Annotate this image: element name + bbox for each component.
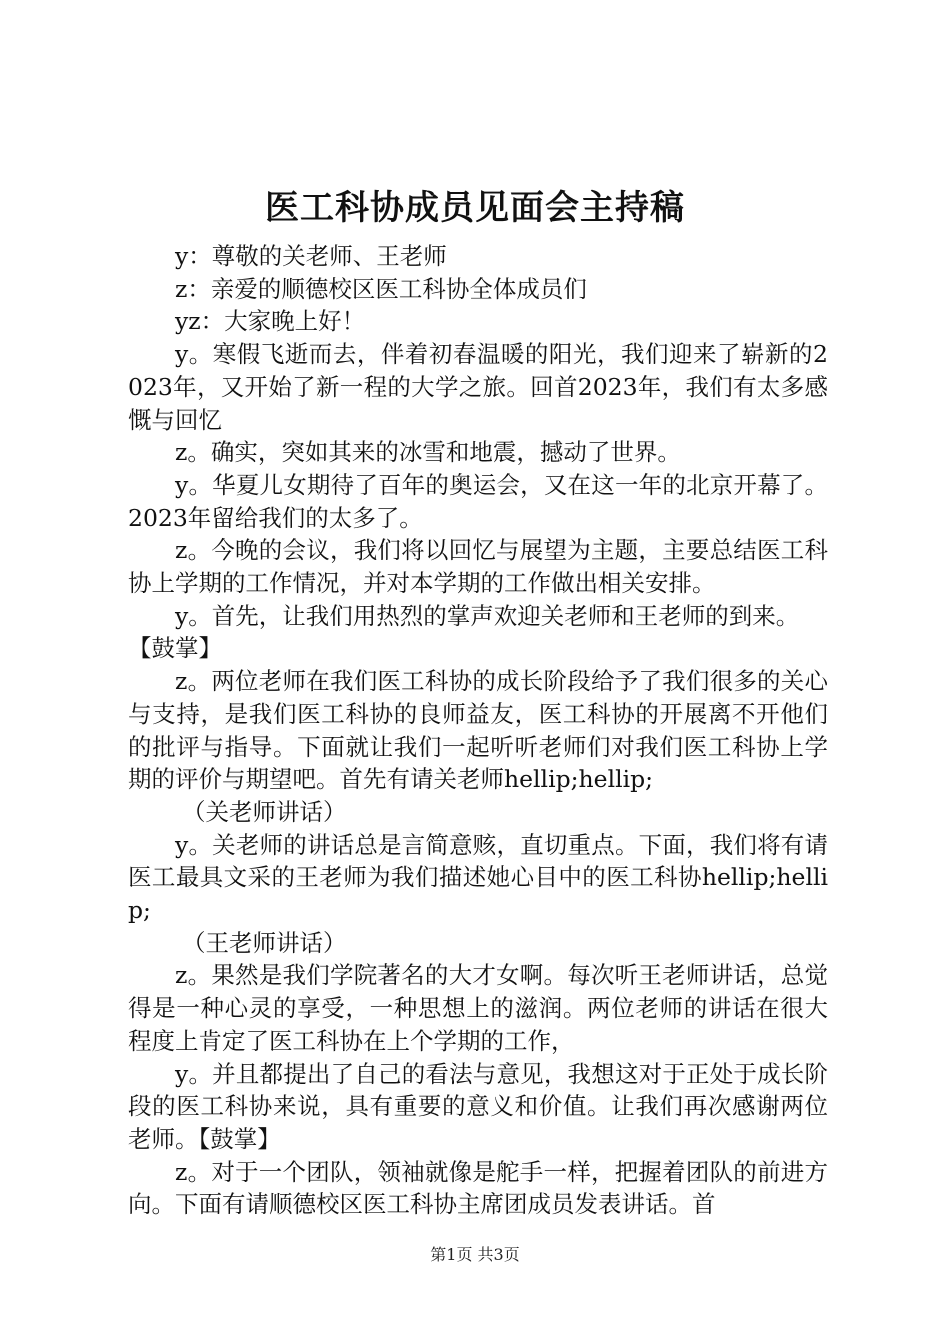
paragraph: y。关老师的讲话总是言简意赅，直切重点。下面，我们将有请医工最具文采的王老师为我们描述她心目中的医工科协hellip;hellip; — [128, 830, 828, 925]
paragraph: （关老师讲话） — [182, 797, 347, 826]
page-footer: 第1页 共3页 — [430, 1245, 520, 1264]
document-body — [128, 240, 828, 1221]
paragraph: z。果然是我们学院著名的大才女啊。每次听王老师讲话，总觉得是一种心灵的享受，一种思想上的滋润。两位老师的讲话在很大程度上肯定了医工科协在上个学期的工作， — [128, 961, 828, 1055]
paragraph: z。确实，突如其来的冰雪和地震，撼动了世界。 — [175, 438, 681, 467]
paragraph: z。今晚的会议，我们将以回忆与展望为主题，主要总结医工科协上学期的工作情况，并对本学期的工作做出相关安排。 — [128, 536, 828, 598]
document-title: 医工科协成员见面会主持稿 — [265, 188, 685, 228]
paragraph: y。首先，让我们用热烈的掌声欢迎关老师和王老师的到来。 — [175, 601, 800, 630]
paragraph: y。并且都提出了自己的看法与意见，我想这对于正处于成长阶段的医工科协来说，具有重要的意义和价值。让我们再次感谢两位老师。【鼓掌】 — [128, 1059, 828, 1153]
paragraph: （王老师讲话） — [182, 928, 347, 957]
paragraph: 【鼓掌】 — [128, 634, 222, 663]
paragraph: z：亲爱的顺德校区医工科协全体成员们 — [175, 274, 587, 303]
paragraph: z。两位老师在我们医工科协的成长阶段给予了我们很多的关心与支持，是我们医工科协的良师益友，医工科协的开展离不开他们的批评与指导。下面就让我们一起听听老师们对我们医工科协上学期的评价与期望吧。首先有请关老师hellip;hellip; — [128, 667, 828, 794]
paragraph: yz：大家晚上好！ — [175, 307, 366, 336]
paragraph: y。寒假飞逝而去，伴着初春温暖的阳光，我们迎来了崭新的2023年，又开始了新一程的大学之旅。回首2023年，我们有太多感慨与回忆 — [128, 340, 828, 434]
paragraph: y。华夏儿女期待了百年的奥运会，又在这一年的北京开幕了。2023年留给我们的太多了。 — [128, 470, 828, 532]
paragraph: z。对于一个团队，领袖就像是舵手一样，把握着团队的前进方向。下面有请顺德校区医工科协主席团成员发表讲话。首 — [128, 1157, 828, 1219]
paragraph: y：尊敬的关老师、王老师 — [175, 242, 447, 270]
